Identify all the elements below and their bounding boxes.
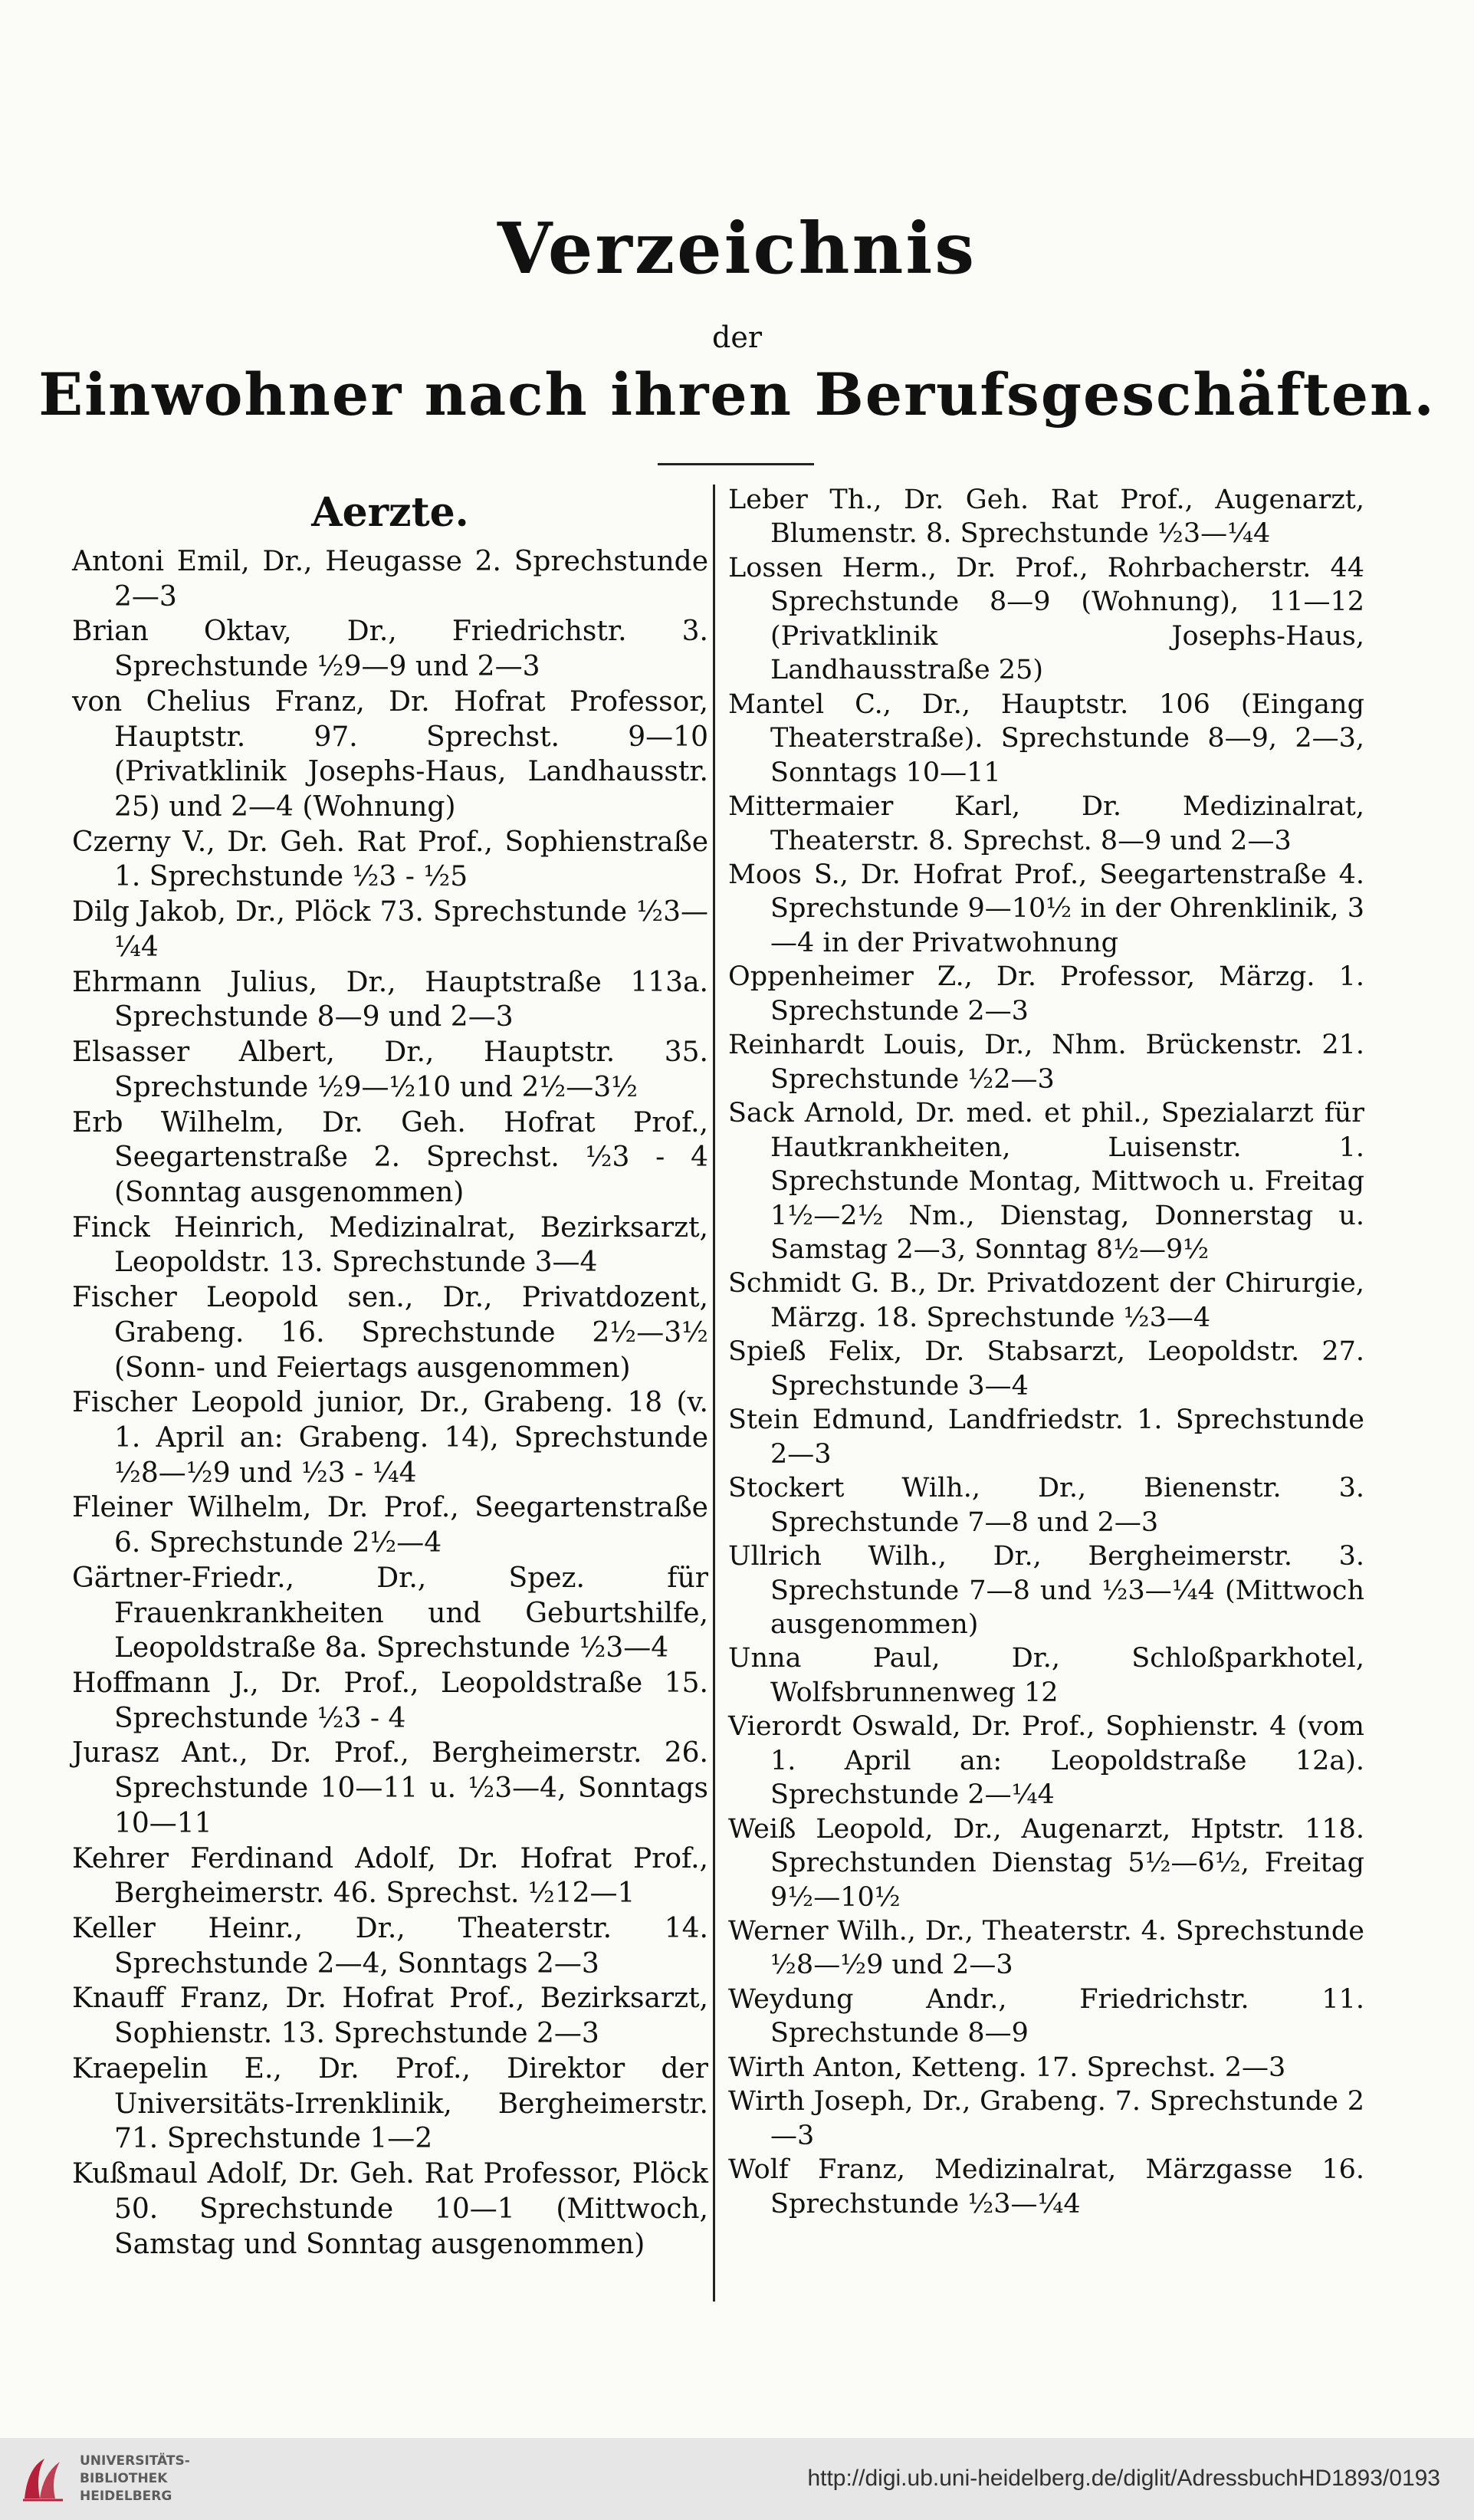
directory-entry: Werner Wilh., Dr., Theaterstr. 4. Sprechstunde ½8—½9 und 2—3 bbox=[728, 1916, 1364, 1981]
directory-entry: Fleiner Wilhelm, Dr. Prof., Seegartenstraße 6. Sprechstunde 2½—4 bbox=[72, 1492, 708, 1559]
directory-entry: Fischer Leopold sen., Dr., Privatdozent, Grabeng. 16. Sprechstunde 2½—3½ (Sonn- und Feiertags ausgenommen) bbox=[72, 1282, 708, 1384]
heidelberg-library-logo-icon bbox=[17, 2451, 72, 2506]
directory-entry: Knauff Franz, Dr. Hofrat Prof., Bezirksarzt, Sophienstr. 13. Sprechstunde 2—3 bbox=[72, 1983, 708, 2050]
directory-entry: Schmidt G. B., Dr. Privatdozent der Chirurgie, Märzg. 18. Sprechstunde ½3—4 bbox=[728, 1268, 1364, 1333]
directory-entry: Oppenheimer Z., Dr. Professor, Märzg. 1. Sprechstunde 2—3 bbox=[728, 961, 1364, 1027]
directory-entry: Wirth Joseph, Dr., Grabeng. 7. Sprechstunde 2—3 bbox=[728, 2086, 1364, 2151]
directory-entry: Sack Arnold, Dr. med. et phil., Spezialarzt für Hautkrankheiten, Luisenstr. 1. Sprechstunde Montag, Mittwoch u. Freitag 1½—2½ Nm., Dienstag, Donnerstag u. Samstag 2—3, Sonntag 8½—9½ bbox=[728, 1098, 1364, 1265]
directory-entry: Antoni Emil, Dr., Heugasse 2. Sprechstunde 2—3 bbox=[72, 546, 708, 613]
directory-entry: Gärtner-Friedr., Dr., Spez. für Frauenkrankheiten und Geburtshilfe, Leopoldstraße 8a. Sprechstunde ½3—4 bbox=[72, 1562, 708, 1664]
directory-entry: von Chelius Franz, Dr. Hofrat Professor, Hauptstr. 97. Sprechst. 9—10 (Privatklinik Josephs-Haus, Landhausstr. 25) und 2—4 (Wohnung) bbox=[72, 685, 708, 823]
directory-entry: Vierordt Oswald, Dr. Prof., Sophienstr. 4 (vom 1. April an: Leopoldstraße 12a). Sprechstunde 2—¼4 bbox=[728, 1711, 1364, 1811]
page-heading: Einwohner nach ihren Berufsgeschäften. bbox=[38, 360, 1436, 429]
directory-entry: Ullrich Wilh., Dr., Bergheimerstr. 3. Sprechstunde 7—8 und ½3—¼4 (Mittwoch ausgenommen) bbox=[728, 1541, 1364, 1640]
directory-entry: Weydung Andr., Friedrichstr. 11. Sprechstunde 8—9 bbox=[728, 1983, 1364, 2049]
directory-entry: Dilg Jakob, Dr., Plöck 73. Sprechstunde ½3—¼4 bbox=[72, 896, 708, 963]
page-subtitle: der bbox=[712, 320, 762, 354]
source-url-link[interactable]: http://digi.ub.uni-heidelberg.de/diglit/AdressbuchHD1893/0193 bbox=[807, 2466, 1440, 2491]
directory-entry: Wolf Franz, Medizinalrat, Märzgasse 16. Sprechstunde ½3—¼4 bbox=[728, 2154, 1364, 2219]
directory-entry: Mittermaier Karl, Dr. Medizinalrat, Theaterstr. 8. Sprechst. 8—9 und 2—3 bbox=[728, 791, 1364, 856]
directory-entry: Fischer Leopold junior, Dr., Grabeng. 18 (v. 1. April an: Grabeng. 14), Sprechstunde ½8—½9 und ½3 - ¼4 bbox=[72, 1387, 708, 1489]
directory-entry: Wirth Anton, Ketteng. 17. Sprechst. 2—3 bbox=[728, 2052, 1286, 2083]
directory-entry: Leber Th., Dr. Geh. Rat Prof., Augenarzt, Blumenstr. 8. Sprechstunde ½3—¼4 bbox=[728, 485, 1364, 550]
directory-entry: Reinhardt Louis, Dr., Nhm. Brückenstr. 21. Sprechstunde ½2—3 bbox=[728, 1030, 1364, 1095]
directory-entry: Finck Heinrich, Medizinalrat, Bezirksarzt, Leopoldstr. 13. Sprechstunde 3—4 bbox=[72, 1211, 708, 1279]
directory-entry: Hoffmann J., Dr. Prof., Leopoldstraße 15. Sprechstunde ½3 - 4 bbox=[72, 1667, 708, 1734]
directory-entry: Ehrmann Julius, Dr., Hauptstraße 113a. Sprechstunde 8—9 und 2—3 bbox=[72, 966, 708, 1033]
library-name: UNIVERSITÄTS- BIBLIOTHEK HEIDELBERG bbox=[80, 2453, 190, 2504]
directory-entry: Kehrer Ferdinand Adolf, Dr. Hofrat Prof., Bergheimerstr. 46. Sprechst. ½12—1 bbox=[72, 1842, 708, 1910]
viewer-footer bbox=[0, 2438, 1474, 2520]
page-title: Verzeichnis bbox=[497, 207, 977, 290]
directory-entry: Weiß Leopold, Dr., Augenarzt, Hptstr. 118. Sprechstunden Dienstag 5½—6½, Freitag 9½—10½ bbox=[728, 1813, 1364, 1913]
directory-entry: Brian Oktav, Dr., Friedrichstr. 3. Sprechstunde ½9—9 und 2—3 bbox=[72, 616, 708, 683]
directory-entry: Elsasser Albert, Dr., Hauptstr. 35. Sprechstunde ½9—½10 und 2½—3½ bbox=[72, 1037, 708, 1103]
directory-entry: Keller Heinr., Dr., Theaterstr. 14. Sprechstunde 2—4, Sonntags 2—3 bbox=[72, 1913, 708, 1980]
column-divider bbox=[713, 485, 715, 2302]
directory-entry: Stein Edmund, Landfriedstr. 1. Sprechstunde 2—3 bbox=[728, 1405, 1364, 1470]
directory-entry: Kußmaul Adolf, Dr. Geh. Rat Professor, Plöck 50. Sprechstunde 10—1 (Mittwoch, Samstag und Sonntag ausgenommen) bbox=[72, 2158, 708, 2260]
directory-entry: Kraepelin E., Dr. Prof., Direktor der Universitäts-Irrenklinik, Bergheimerstr. 71. Sprechstunde 1—2 bbox=[72, 2052, 708, 2155]
section-title: Aerzte. bbox=[311, 489, 469, 536]
directory-entry: Erb Wilhelm, Dr. Geh. Hofrat Prof., Seegartenstraße 2. Sprechst. ½3 - 4 (Sonntag ausgenommen) bbox=[72, 1106, 708, 1208]
left-column bbox=[72, 483, 708, 2262]
title-rule bbox=[658, 463, 814, 465]
directory-entry: Stockert Wilh., Dr., Bienenstr. 3. Sprechstunde 7—8 und 2—3 bbox=[728, 1473, 1364, 1538]
directory-entry: Mantel C., Dr., Hauptstr. 106 (Eingang Theaterstraße). Sprechstunde 8—9, 2—3, Sonntags 10—11 bbox=[728, 688, 1364, 788]
directory-entry: Moos S., Dr. Hofrat Prof., Seegartenstraße 4. Sprechstunde 9—10½ in der Ohrenklinik, 3—4 in der Privatwohnung bbox=[728, 859, 1364, 958]
right-column bbox=[728, 483, 1364, 2221]
directory-entry: Czerny V., Dr. Geh. Rat Prof., Sophienstraße 1. Sprechstunde ½3 - ½5 bbox=[72, 826, 708, 893]
directory-entry: Jurasz Ant., Dr. Prof., Bergheimerstr. 26. Sprechstunde 10—11 u. ½3—4, Sonntags 10—11 bbox=[72, 1737, 708, 1839]
directory-entry: Lossen Herm., Dr. Prof., Rohrbacherstr. 44 Sprechstunde 8—9 (Wohnung), 11—12 (Privatklinik Josephs-Haus, Landhausstraße 25) bbox=[728, 552, 1364, 686]
directory-entry: Spieß Felix, Dr. Stabsarzt, Leopoldstr. 27. Sprechstunde 3—4 bbox=[728, 1336, 1364, 1401]
directory-entry: Unna Paul, Dr., Schloßparkhotel, Wolfsbrunnenweg 12 bbox=[728, 1643, 1364, 1708]
